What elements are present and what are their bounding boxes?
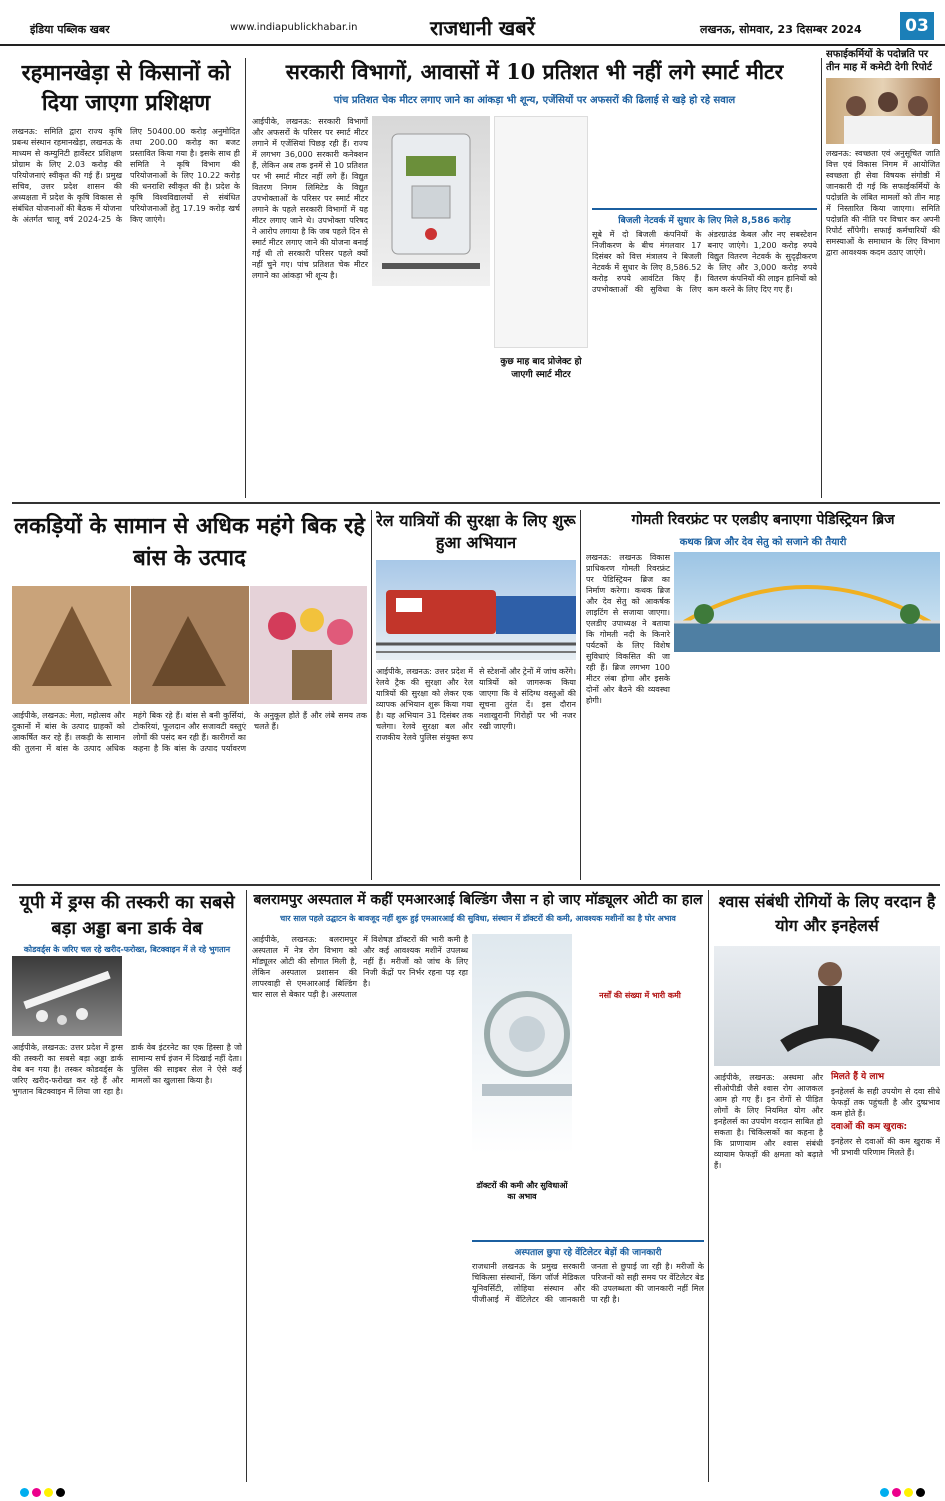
article-dark-web xyxy=(12,890,242,1482)
article-body: आईपीके, लखनऊ: मेला, महोत्सव और दुकानों में बांस के उत्पाद ग्राहकों को आकर्षित कर रहे हैं। लकड़ी के सामान की तुलना में बांस के उत्पाद अधिक महंगे बिक रहे हैं। बांस से बनी कुर्सियां, टोकरियां, फूलदान और सजावटी वस्तुएं लोगों की पसंद बन रही हैं। कारीगरों का कहना है कि बांस के उत्पाद पर्यावरण के अनुकूल होते हैं और लंबे समय तक चलते हैं। xyxy=(12,711,367,753)
article-body: आईपीके, लखनऊ: उत्तर प्रदेश में रेलवे ट्रैक की सुरक्षा और रेल यात्रियों की सुरक्षा को लेकर एक व्यापक अभियान शुरू किया गया है। यह अभियान 31 दिसंबर तक चलेगा। रेलवे सुरक्षा बल और राजकीय रेलवे पुलिस संयुक्त रूप से स्टेशनों और ट्रेनों में जांच करेंगे। यात्रियों को जागरूक किया जाएगा कि वे संदिग्ध वस्तुओं की सूचना तुरंत दें। इस दौरान नशाखुरानी गिरोहों पर भी नजर रखी जाएगी। xyxy=(376,667,576,742)
column-rule xyxy=(245,58,246,498)
headline: रेल यात्रियों की सुरक्षा के लिए शुरू हुआ अभियान xyxy=(376,511,576,552)
article-rail-safety xyxy=(376,510,576,880)
article-pedestrian-bridge xyxy=(586,510,940,880)
headline: रहमानखेड़ा से किसानों को दिया जाएगा प्रशिक्षण xyxy=(21,60,231,116)
column-rule xyxy=(371,510,372,880)
photo-caption: कुछ माह बाद प्रोजेक्ट हो जाएगी स्मार्ट मीटर xyxy=(500,357,582,380)
registration-dot-cyan xyxy=(20,1488,29,1497)
box-body: सूबे में दो बिजली कंपनियों के निजीकरण के बीच मंगलवार 17 दिसंबर को वित्त मंत्रालय ने बिजली नेटवर्क में सुधार के लिए 8,586.52 करोड़ रुपये आवंटित किए हैं। उपभोक्ताओं की सुविधा के लिए अंडरग्राउंड केबल और नए सबस्टेशन बनाए जाएंगे। 1,200 करोड़ रुपये विद्युत वितरण नेटवर्क के सुदृढ़ीकरण के लिए और 3,000 करोड़ रुपये वितरण कंपनियों की लाइन हानियों को कम करने के लिए दिए गए हैं। xyxy=(592,230,817,294)
drugs-photo xyxy=(12,956,122,1036)
article-body: आईपीके, लखनऊ: सरकारी विभागों और अफसरों के परिसर पर स्मार्ट मीटर लगाने में एजेंसियां पिछड़ रही हैं। राज्य में लगभग 36,000 सरकारी कनेक्शन हैं, लेकिन अब तक इनमें से 10 प्रतिशत पर भी स्मार्ट मीटर नहीं लगे हैं। विद्युत वितरण निगम लिमिटेड के विद्युत उपभोक्ताओं के परिसर पर स्मार्ट मीटर लगाने के पहले सरकारी विभागों में यह मीटर लगाए जाने थे। उपभोक्ता परिषद ने आरोप लगाया है कि जब पहले दिन से स्मार्ट मीटर लगाए जाने की योजना बनाई गई थी तो सरकारी परिसर पहले क्यों नहीं चुने गए। पांच प्रतिशत चेक मीटर लगाने का आंकड़ा भी शून्य है। xyxy=(252,117,368,280)
dose-head: दवाओं की कम खुराक: xyxy=(831,1122,908,1132)
body-text: आईपीके, लखनऊ: अस्थमा और सीओपीडी जैसे श्वास रोग आजकल आम हो गए हैं। इन रोगों से पीड़ित लोगों के लिए नियमित योग और इनहेलर्स का उपयोग वरदान साबित हो सकता है। चिकित्सकों का कहना है कि प्राणायाम और श्वास संबंधी व्यायाम फेफड़ों की क्षमता को बढ़ाते हैं। xyxy=(714,1073,823,1170)
headline: बलरामपुर अस्पताल में कहीं एमआरआई बिल्डिंग जैसा न हो जाए मॉड्यूलर ओटी का हाल xyxy=(253,892,703,908)
headline: गोमती रिवरफ्रंट पर एलडीए बनाएगा पेडिस्ट्रियन ब्रिज xyxy=(631,512,895,528)
row-divider xyxy=(12,502,940,504)
article-body: लखनऊ: स्वच्छता एवं अनुसूचित जाति वित्त एवं विकास निगम में आयोजित स्वच्छता ही सेवा विषयक संगोष्ठी में जानकारी दी गई कि सफाईकर्मियों के पदोन्नति के लंबित मामलों को तीन माह में निस्तारित किया जाएगा। समिति पदोन्नति की नीति पर विचार कर अपनी रिपोर्ट सौंपेगी। सफाई कर्मचारियों की समस्याओं के समाधान के लिए विभाग द्वारा आवश्यक कदम उठाए जाएंगे। xyxy=(826,149,940,257)
mri-machine-photo xyxy=(472,934,572,1154)
dose-body: इनहेलर से दवाओं की कम खुराक में भी प्रभावी परिणाम मिलते हैं। xyxy=(831,1137,940,1157)
yoga-photo xyxy=(714,946,940,1066)
subheadline: पांच प्रतिशत चेक मीटर लगाए जाने का आंकड़ा भी शून्य, एजेंसियों पर अफसरों की ढिलाई से खड़े हो रहे सवाल xyxy=(333,95,736,106)
masthead xyxy=(0,0,945,46)
registration-dot-magenta xyxy=(892,1488,901,1497)
headline: सफाईकर्मियों के पदोन्नति पर तीन माह में कमेटी देगी रिपोर्ट xyxy=(826,49,932,73)
column-rule xyxy=(708,890,709,1482)
registration-dot-black xyxy=(56,1488,65,1497)
headline: सरकारी विभागों, आवासों में 10 प्रतिशत भी नहीं लगे स्मार्ट मीटर xyxy=(285,59,784,84)
article-sanitation xyxy=(826,48,940,498)
text-column xyxy=(494,116,588,348)
subheadline: चार साल पहले उद्घाटन के बावजूद नहीं शुरू हुई एमआरआई की सुविधा, संस्थान में डॉक्टरों की कमी, आवश्यक मशीनों का है घोर अभाव xyxy=(280,914,676,923)
page-number: 03 xyxy=(900,12,934,40)
article-smart-meter xyxy=(252,58,817,498)
box-title: अस्पताल छुपा रहे वेंटिलेटर बेड़ों की जानकारी xyxy=(514,1248,662,1258)
article-farmers xyxy=(12,58,240,498)
headline: यूपी में ड्रग्स की तस्करी का सबसे बड़ा अड्डा बना डार्क वेब xyxy=(19,892,235,939)
article-body: लखनऊ: लखनऊ विकास प्राधिकरण गोमती रिवरफ्रंट पर पेडिस्ट्रियन ब्रिज का निर्माण करेगा। कथक ब्रिज और देव सेतु को आकर्षक लाइटिंग से सजाया जाएगा। एलडीए उपाध्यक्ष ने बताया कि गोमती नदी के किनारे पर्यटकों के लिए विशेष सुविधाएं विकसित की जा रही हैं। ब्रिज लगभग 100 मीटर लंबा होगा और इसके दोनों ओर बैठने की व्यवस्था होगी। xyxy=(586,553,670,705)
registration-dot-black xyxy=(916,1488,925,1497)
subheadline: कोडवर्ड्स के जरिए चल रहे खरीद-फरोख्त, बिटक्वाइन में ले रहे भुगतान xyxy=(23,945,231,954)
ventilator-box xyxy=(472,1240,704,1482)
section-title: राजधानी खबरें xyxy=(430,16,535,40)
article-balrampur xyxy=(252,890,704,1482)
headline: लकड़ियों के सामान से अधिक महंगे बिक रहे बांस के उत्पाद xyxy=(14,513,365,571)
issue-date: लखनऊ, सोमवार, 23 दिसम्बर 2024 xyxy=(700,23,862,36)
benefits-body: इनहेलर्स के सही उपयोग से दवा सीधे फेफड़ों तक पहुंचती है और दुष्प्रभाव कम होते हैं। xyxy=(831,1087,940,1118)
row-divider xyxy=(12,884,940,886)
article-body-continued xyxy=(674,658,940,880)
article-yoga-inhalers xyxy=(714,890,940,1482)
article-body-continued xyxy=(372,290,490,496)
column-rule xyxy=(821,58,822,498)
photo-caption: डॉक्टरों की कमी और सुविधाओं का अभाव xyxy=(476,1181,568,1201)
registration-dot-magenta xyxy=(32,1488,41,1497)
article-bamboo xyxy=(12,510,367,880)
bridge-render xyxy=(674,552,940,652)
article-body xyxy=(714,1072,940,1482)
website-url[interactable]: www.indiapublickhabar.in xyxy=(230,22,358,33)
article-body: लखनऊ: समिति द्वारा राज्य कृषि प्रबन्ध संस्थान रहमानखेड़ा, लखनऊ के माध्यम से कम्युनिटी हार्वेस्टर प्रशिक्षण प्रोग्राम के लिए 2.03 करोड़ की परियोजनाएं स्वीकृत की गई हैं। प्रमुख सचिव, उत्तर प्रदेश शासन की अध्यक्षता में प्रदेश के कृषि विकास से संबंधित योजनाओं की बैठक में योजना के अंतर्गत चालू वर्ष 2024-25 के लिए 50400.00 करोड़ अनुमोदित तथा 200.00 करोड़ का बजट प्रस्तावित किया गया है। इसके साथ ही समिति ने कृषि विभाग की परियोजनाओं के लिए 10.22 करोड़ की धनराशि स्वीकृत की है। प्रदेश के कृषि विश्वविद्यालयों से संबंधित परियोजनाओं हेतु 17.19 करोड़ खर्च किए जाएंगे। xyxy=(12,127,240,224)
event-photo xyxy=(826,78,940,144)
article-body: आईपीके, लखनऊ: उत्तर प्रदेश में ड्रग्स की तस्करी का सबसे बड़ा अड्डा डार्क वेब बन गया है। तस्कर कोडवर्ड्स के जरिए खरीद-फरोख्त कर रहे हैं और भुगतान बिटक्वाइन में लिया जा रहा है। डार्क वेब इंटरनेट का एक हिस्सा है जो सामान्य सर्च इंजन में दिखाई नहीं देता। पुलिस की साइबर सेल ने ऐसे कई मामलों का खुलासा किया है। xyxy=(12,1043,242,1096)
benefits-head: मिलते हैं ये लाभ xyxy=(831,1072,885,1082)
column-rule xyxy=(246,890,247,1482)
article-body: आईपीके, लखनऊ: बलरामपुर अस्पताल में नेत्र रोग विभाग को मॉड्यूलर ओटी की सौगात मिली है, लेकिन अस्पताल प्रशासन की लापरवाही से एमआरआई बिल्डिंग चार साल से बेकार पड़ी है। अस्पताल में विशेषज्ञ डॉक्टरों की भारी कमी है और कई आवश्यक मशीनें उपलब्ध नहीं हैं। मरीजों को जांच के लिए निजी केंद्रों पर निर्भर रहना पड़ रहा है। xyxy=(252,935,468,999)
column-rule xyxy=(580,510,581,880)
funding-box xyxy=(592,208,817,496)
smart-meter-photo xyxy=(372,116,490,286)
registration-dot-cyan xyxy=(880,1488,889,1497)
box-title: बिजली नेटवर्क में सुधार के लिए मिले 8,586 करोड़ xyxy=(618,216,791,226)
section-head: नर्सों की संख्या में भारी कमी xyxy=(599,991,681,1000)
registration-dot-yellow xyxy=(44,1488,53,1497)
registration-dot-yellow xyxy=(904,1488,913,1497)
train-photo xyxy=(376,560,576,660)
brand-name: इंडिया पब्लिक खबर xyxy=(30,23,110,36)
subheadline: कथक ब्रिज और देव सेतु को सजाने की तैयारी xyxy=(679,537,847,548)
bamboo-products-photo xyxy=(12,586,367,704)
box-body: राजधानी लखनऊ के प्रमुख सरकारी चिकित्सा संस्थानों, किंग जॉर्ज मेडिकल यूनिवर्सिटी, लोहिया संस्थान और पीजीआई में वेंटिलेटर की जानकारी जनता से छुपाई जा रही है। मरीजों के परिजनों को सही समय पर वेंटिलेटर बेड की उपलब्धता की जानकारी नहीं मिल पा रही है। xyxy=(472,1262,704,1304)
headline: श्वास संबंधी रोगियों के लिए वरदान है योग और इनहेलर्स xyxy=(718,892,936,935)
